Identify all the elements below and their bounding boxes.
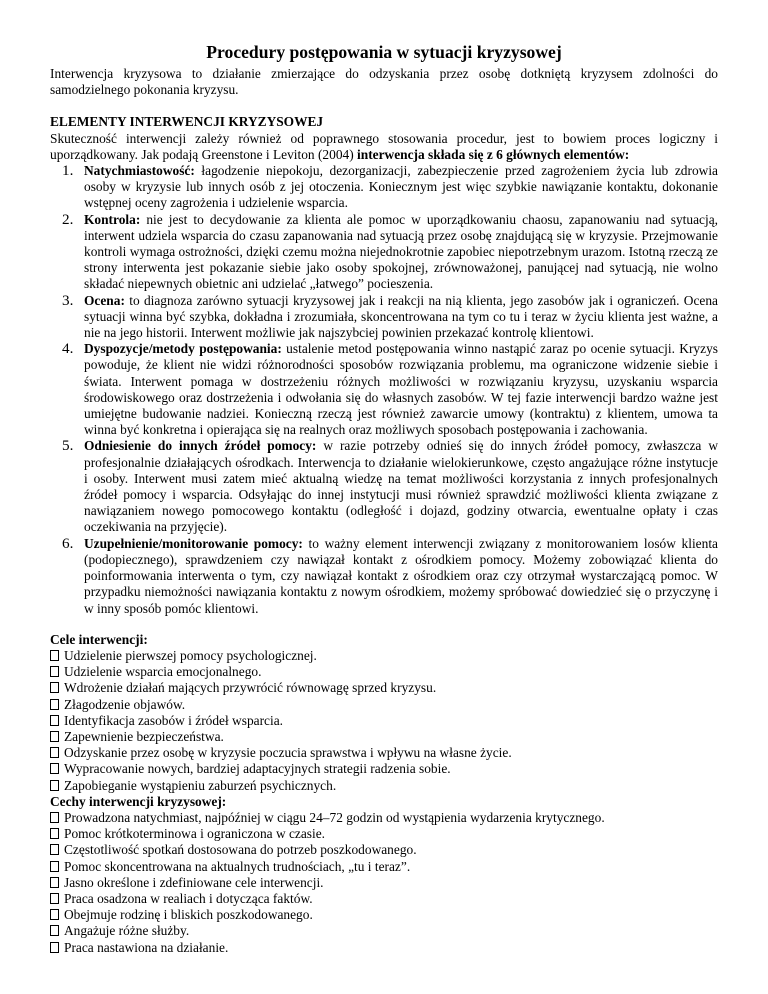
list-item (50, 648, 718, 664)
list-item (50, 940, 718, 956)
element-number: 4. (62, 340, 74, 358)
list-item (50, 664, 718, 680)
elements-lead-paragraph (50, 131, 718, 163)
page-title: Procedury postępowania w sytuacji kryzysowej (206, 42, 562, 62)
list-item-text: Odzyskanie przez osobę w kryzysie poczucia sprawstwa i wpływu na własne życie. (64, 745, 512, 761)
list-item (50, 826, 718, 842)
missing-glyph-bullet-icon (50, 877, 59, 888)
list-item (50, 923, 718, 939)
element-text: to diagnoza zarówno sytuacji kryzysowej jak i reakcji na nią klienta, jego zasobów jak i ograniczeń. Ocena sytuacji winna być szybka, dokładna i zrozumiała, skoncentrowana na tym co tu i teraz w życiu klienta jest ważne, a nie na jego historii. Interwent możliwie jak najszybciej powinien przekazać kontrolę klientowi. (84, 292, 718, 341)
element-item (62, 437, 718, 535)
elements-section-heading: ELEMENTY INTERWENCJI KRYZYSOWEJ (50, 114, 324, 130)
element-term: Ocena: (84, 292, 125, 308)
element-item (62, 210, 718, 293)
missing-glyph-bullet-icon (50, 942, 59, 953)
missing-glyph-bullet-icon (50, 715, 59, 726)
goals-list (50, 648, 718, 794)
element-number: 3. (62, 291, 74, 309)
element-number: 5. (62, 437, 74, 455)
missing-glyph-bullet-icon (50, 731, 59, 742)
missing-glyph-bullet-icon (50, 925, 59, 936)
element-term: Uzupełnienie/monitorowanie pomocy: (84, 535, 303, 551)
element-term: Odniesienie do innych źródeł pomocy: (84, 438, 317, 454)
element-text: w razie potrzeby odnieś się do innych źródeł pomocy, zwłaszcza w profesjonalnie działających ośrodkach. Interwencja to działanie wielokierunkowe, często angażujące różne instytucje i osoby. Interwent musi zatem mieć aktualną wiedzę na temat możliwości korzystania z innych profesjonalnych źródeł pomocy i wsparcia. Odsyłając do innej instytucji musi również sprawdzić możliwości klienta związane z nawiązaniem nowego pomocowego kontaktu (odległość i dojazd, godziny otwarcia, ewentualne opłaty i czas oczekiwania na przyjęcie). (84, 438, 718, 535)
element-term: Dyspozycje/metody postępowania: (84, 341, 282, 357)
goals-heading: Cele interwencji: (50, 631, 148, 647)
list-item-text: Udzielenie pierwszej pomocy psychologicznej. (64, 647, 317, 663)
missing-glyph-bullet-icon (50, 650, 59, 661)
missing-glyph-bullet-icon (50, 844, 59, 855)
elements-lead-text: Skuteczność interwencji zależy również od poprawnego stosowania procedur, jest to bowiem proces logiczny i uporządkowany. Jak podają Greenstone i Leviton (2004) (50, 130, 718, 162)
list-item-text: Zapewnienie bezpieczeństwa. (64, 728, 224, 744)
element-text: łagodzenie niepokoju, dezorganizacji, zabezpieczenie przed zagrożeniem życia lub zdrowia osoby w kryzysie lub innych osób z jej otoczenia. Koniecznym jest więc szybkie nawiązanie kontaktu, dokonanie wstępnej oceny zagrożenia i udzielenie wsparcia. (84, 163, 718, 211)
list-item (50, 680, 718, 696)
intro-paragraph: Interwencja kryzysowa to działanie zmierzające do odzyskania przez osobę dotkniętą kryzysem zdolności do samodzielnego pokonania kryzysu. (50, 66, 718, 98)
list-item (50, 778, 718, 794)
elements-list (50, 163, 718, 617)
element-number: 6. (62, 534, 74, 552)
list-item-text: Jasno określone i zdefiniowane cele interwencji. (64, 874, 324, 890)
element-text: nie jest to decydowanie za klienta ale pomoc w uporządkowaniu chaosu, zapanowaniu nad sytuacją, interwent udziela wsparcia do czasu zapanowania nad sytuacją przez osobę znajdującą się w kryzysie. Przejmowanie kontroli wymaga ostrożności, dzięki czemu można niejednokrotnie zapobiec niepotrzebnym urazom. Istotną rzeczą ze strony interwenta jest pokazanie siebie jako osoby spokojnej, zrównoważonej, panującej nad sytuacją, nie wolno składać niepewnych obietnic ani udzielać „łatwego” pocieszenia. (84, 211, 718, 292)
features-list (50, 810, 718, 956)
elements-lead-bold: interwencja składa się z 6 głównych elementów: (357, 146, 630, 162)
missing-glyph-bullet-icon (50, 812, 59, 823)
missing-glyph-bullet-icon (50, 861, 59, 872)
missing-glyph-bullet-icon (50, 780, 59, 791)
element-number: 1. (62, 162, 74, 180)
element-item (62, 340, 718, 438)
list-item-text: Pomoc krótkoterminowa i ograniczona w czasie. (64, 826, 326, 842)
list-item (50, 842, 718, 858)
element-term: Kontrola: (84, 211, 141, 227)
list-item (50, 761, 718, 777)
list-item-text: Pomoc skoncentrowana na aktualnych trudnościach, „tu i teraz”. (64, 858, 411, 874)
list-item-text: Obejmuje rodzinę i bliskich poszkodowanego. (64, 907, 313, 923)
list-item-text: Prowadzona natychmiast, najpóźniej w ciągu 24–72 godzin od wystąpienia wydarzenia krytycznego. (64, 809, 605, 825)
list-item (50, 859, 718, 875)
missing-glyph-bullet-icon (50, 828, 59, 839)
list-item-text: Złagodzenie objawów. (64, 696, 186, 712)
missing-glyph-bullet-icon (50, 763, 59, 774)
features-heading: Cechy interwencji kryzysowej: (50, 793, 227, 809)
list-item (50, 810, 718, 826)
missing-glyph-bullet-icon (50, 893, 59, 904)
list-item-text: Praca osadzona w realiach i dotycząca faktów. (64, 890, 313, 906)
element-number: 2. (62, 210, 74, 228)
element-item (62, 291, 718, 342)
missing-glyph-bullet-icon (50, 909, 59, 920)
missing-glyph-bullet-icon (50, 747, 59, 758)
list-item (50, 875, 718, 891)
element-text: to ważny element interwencji związany z monitorowaniem losów klienta (podopiecznego), sprawdzeniem czy nawiązał kontakt z ośrodkiem pomocy. Możemy zobowiązać klienta do poinformowania interwenta o tym, czy nawiązał kontakt z ośrodkiem oraz czy otrzymał wystarczającą pomoc. W przypadku niemożności nawiązania kontaktu z nowym ośrodkiem, możemy spróbować dowiedzieć się o przyczynę i w inny sposób pomóc klientowi. (84, 535, 718, 616)
list-item-text: Wdrożenie działań mających przywrócić równowagę sprzed kryzysu. (64, 680, 437, 696)
list-item-text: Wypracowanie nowych, bardziej adaptacyjnych strategii radzenia sobie. (64, 761, 451, 777)
list-item (50, 745, 718, 761)
list-item-text: Identyfikacja zasobów i źródeł wsparcia. (64, 712, 283, 728)
list-item-text: Częstotliwość spotkań dostosowana do potrzeb poszkodowanego. (64, 842, 417, 858)
list-item (50, 713, 718, 729)
list-item-text: Zapobieganie wystąpieniu zaburzeń psychicznych. (64, 777, 337, 793)
list-item (50, 891, 718, 907)
element-item (62, 534, 718, 617)
list-item-text: Udzielenie wsparcia emocjonalnego. (64, 664, 262, 680)
list-item-text: Angażuje różne służby. (64, 923, 190, 939)
list-item (50, 907, 718, 923)
missing-glyph-bullet-icon (50, 699, 59, 710)
missing-glyph-bullet-icon (50, 682, 59, 693)
missing-glyph-bullet-icon (50, 666, 59, 677)
list-item (50, 729, 718, 745)
element-text: ustalenie metod postępowania winno nastąpić zaraz po ocenie sytuacji. Kryzys powoduje, że klient nie widzi różnorodności sposobów rozwiązania problemu, ma ograniczone widzenie siebie i świata. Interwent pomaga w dostrzeżeniu różnych możliwości w rozwiązaniu kryzysu, uzyskaniu wsparcia środowiskowego oraz dostrzeżenia i odwołania się do własnych zasobów. W tej fazie interwencji bardzo ważne jest umiejętne budowanie nadziei. Konieczną rzeczą jest również zawarcie umowy (kontraktu) z klientem, umowa ta winna być konkretna i opierająca się na realnych oraz możliwych sposobach postępowania i zachowania. (84, 341, 718, 438)
element-term: Natychmiastowość: (84, 163, 195, 179)
list-item-text: Praca nastawiona na działanie. (64, 939, 229, 955)
list-item (50, 697, 718, 713)
element-item (62, 162, 718, 212)
